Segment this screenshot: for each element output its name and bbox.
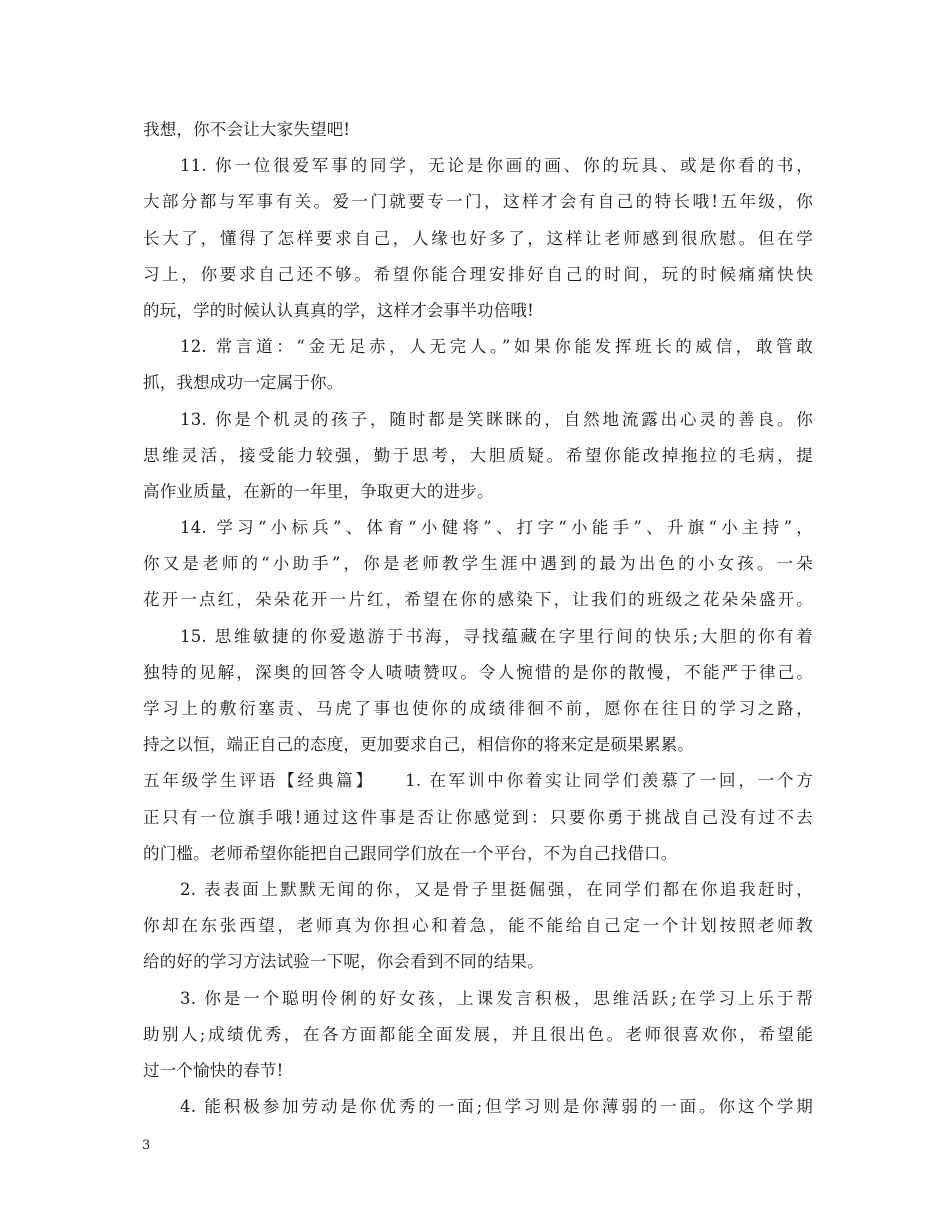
text-line: 抓，我想成功一定属于你。 <box>143 373 344 393</box>
text-line: 习上，你要求自己还不够。希望你能合理安排好自己的时间，玩的时候痛痛快快 <box>143 264 813 284</box>
text-line: 花开一点红，朵朵花开一片红，希望在你的感染下，让我们的班级之花朵朵盛开。 <box>143 590 813 610</box>
text-line: 我想，你不会让大家失望吧! <box>143 120 351 139</box>
text-line: 4. 能积极参加劳动是你优秀的一面;但学习则是你薄弱的一面。你这个学期 <box>180 1097 813 1117</box>
text-line: 大部分都与军事有关。爱一门就要专一门，这样才会有自己的特长哦!五年级，你 <box>143 192 813 212</box>
text-line: 14. 学习“小标兵”、体育“小健将”、打字“小能手”、升旗“小主持”， <box>180 518 813 538</box>
text-line: 的门槛。老师希望你能把自己跟同学们放在一个平台，不为自己找借口。 <box>143 843 678 863</box>
document-body <box>143 112 813 1125</box>
text-line: 独特的见解，深奥的回答令人啧啧赞叹。令人惋惜的是你的散慢，不能严于律己。 <box>143 662 813 682</box>
text-line: 过一个愉快的春节! <box>143 1060 284 1080</box>
text-line: 长大了，懂得了怎样要求自己，人缘也好多了，这样让老师感到很欣慰。但在学 <box>143 228 813 248</box>
text-line: 11. 你一位很爱军事的同学，无论是你画的画、你的玩具、或是你看的书， <box>180 156 813 176</box>
text-line: 正只有一位旗手哦!通过这件事是否让你感觉到：只要你勇于挑战自己没有过不去 <box>143 807 813 827</box>
text-line: 思维灵活，接受能力较强，勤于思考，大胆质疑。希望你能改掉拖拉的毛病，提 <box>143 445 813 465</box>
text-line: 15. 思维敏捷的你爱遨游于书海，寻找蕴藏在字里行间的快乐;大胆的你有着 <box>180 626 813 646</box>
text-line: 你却在东张西望，老师真为你担心和着急，能不能给自己定一个计划按照老师教 <box>143 916 813 936</box>
text-line: 五年级学生评语【经典篇】 1. 在军训中你着实让同学们羡慕了一回，一个方 <box>143 771 813 791</box>
text-line: 持之以恒，端正自己的态度，更加要求自己，相信你的将来定是硕果累累。 <box>143 735 695 755</box>
text-line: 3. 你是一个聪明伶俐的好女孩，上课发言积极，思维活跃;在学习上乐于帮 <box>180 988 813 1008</box>
text-line: 给的好的学习方法试验一下呢，你会看到不同的结果。 <box>143 952 544 972</box>
text-line: 高作业质量，在新的一年里，争取更大的进步。 <box>143 481 494 501</box>
text-line: 13. 你是个机灵的孩子，随时都是笑眯眯的，自然地流露出心灵的善良。你 <box>180 409 813 429</box>
text-line: 学习上的敷衍塞责、马虎了事也使你的成绩徘徊不前，愿你在往日的学习之路， <box>143 699 813 718</box>
text-line: 你又是老师的“小助手”，你是老师教学生涯中遇到的最为出色的小女孩。一朵 <box>143 554 813 574</box>
text-line: 2. 表表面上默默无闻的你，又是骨子里挺倔强，在同学们都在你追我赶时， <box>180 879 813 899</box>
text-line: 的玩，学的时候认认真真的学，这样才会事半功倍哦! <box>143 300 534 320</box>
page-number: 3 <box>142 1138 151 1153</box>
text-line: 12. 常言道：“金无足赤，人无完人。”如果你能发挥班长的威信，敢管敢 <box>180 337 813 357</box>
text-line: 助别人;成绩优秀，在各方面都能全面发展，并且很出色。老师很喜欢你，希望能 <box>143 1024 813 1044</box>
